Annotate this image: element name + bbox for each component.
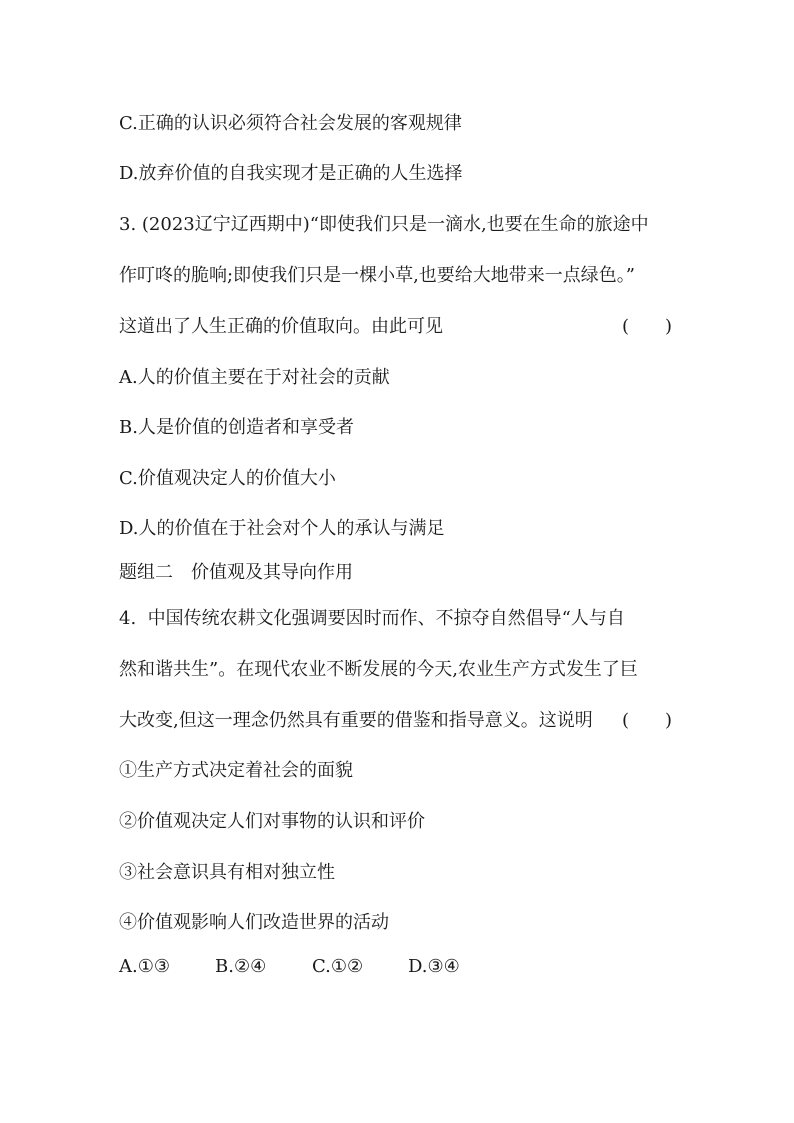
q2-option-c: C.正确的认识必须符合社会发展的客观规律 — [119, 113, 462, 134]
q4-choice-b: B.②④ — [215, 956, 267, 977]
q3-stem-line-2: 作叮咚的脆响;即使我们只是一棵小草,也要给大地带来一点绿色。” — [119, 265, 635, 286]
q3-option-d: D.人的价值在于社会对个人的承认与满足 — [119, 518, 445, 539]
q3-option-b: B.人是价值的创造者和享受者 — [119, 417, 354, 438]
q4-choice-d: D.③④ — [408, 956, 460, 977]
q4-choice-c: C.①② — [312, 956, 364, 977]
q4-statement-3: ③社会意识具有相对独立性 — [119, 862, 335, 883]
q4-choice-a: A.①③ — [119, 956, 170, 977]
q3-option-c: C.价值观决定人的价值大小 — [119, 468, 336, 489]
q4-statement-2: ②价值观决定人们对事物的认识和评价 — [119, 811, 425, 832]
q4-stem-line-3: 大改变,但这一理念仍然具有重要的借鉴和指导意义。这说明 — [119, 710, 593, 731]
q4-stem-line-2: 然和谐共生”。在现代农业不断发展的今天,农业生产方式发生了巨 — [119, 659, 638, 680]
q4-answer-blank: ( ) — [622, 710, 673, 731]
q4-stem-line-1: 4. 中国传统农耕文化强调要因时而作、不掠夺自然倡导“人与自 — [119, 608, 625, 629]
q3-option-a: A.人的价值主要在于对社会的贡献 — [119, 367, 390, 388]
q2-option-d: D.放弃价值的自我实现才是正确的人生选择 — [119, 163, 463, 184]
q3-stem-line-1: 3. (2023辽宁辽西期中)“即使我们只是一滴水,也要在生命的旅途中 — [119, 214, 649, 235]
group-2-heading: 题组二 价值观及其导向作用 — [119, 562, 353, 583]
q3-answer-blank: ( ) — [622, 316, 673, 337]
q4-statement-4: ④价值观影响人们改造世界的活动 — [119, 912, 389, 933]
q3-stem-line-3: 这道出了人生正确的价值取向。由此可见 — [119, 316, 443, 337]
q4-statement-1: ①生产方式决定着社会的面貌 — [119, 760, 353, 781]
